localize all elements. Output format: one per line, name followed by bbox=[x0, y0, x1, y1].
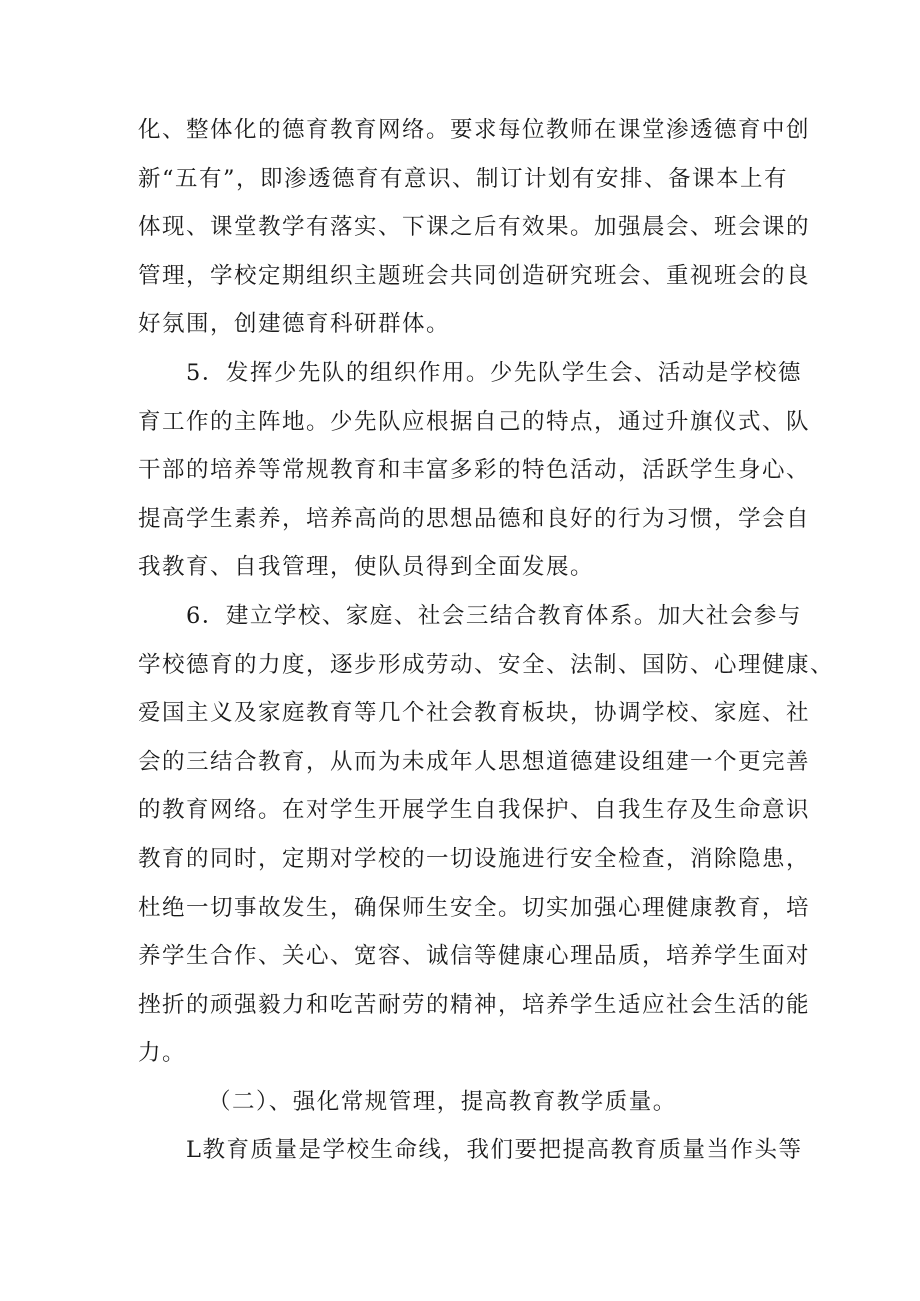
text-line: 管理，学校定期组织主题班会共同创造研究班会、重视班会的良 bbox=[138, 262, 811, 289]
section-heading-text: （二）、强化常规管理，提高教育教学质量。 bbox=[208, 1088, 677, 1115]
text-line: 体现、课堂教学有落实、下课之后有效果。加强晨会、班会课的 bbox=[138, 214, 811, 241]
text-line: 力。 bbox=[138, 1040, 187, 1067]
text-line: L教育质量是学校生命线，我们要把提高教育质量当作头等 bbox=[186, 1137, 803, 1164]
text-line: 提高学生素养，培养高尚的思想品德和良好的行为习惯，学会自 bbox=[138, 505, 811, 532]
text-line: 爱国主义及家庭教育等几个社会教育板块，协调学校、家庭、社 bbox=[138, 700, 811, 727]
paragraph-continuation bbox=[138, 106, 811, 349]
text-line: 好氛围，创建德育科研群体。 bbox=[138, 311, 451, 338]
text-line: 学校德育的力度，逐步形成劳动、安全、法制、国防、心理健康、 bbox=[138, 651, 835, 678]
text-line: 化、整体化的德育教育网络。要求每位教师在课堂渗透德育中创 bbox=[138, 117, 811, 143]
text-line: 挫折的顽强毅力和吃苦耐劳的精神，培养学生适应社会生活的能 bbox=[138, 991, 811, 1018]
document-body bbox=[138, 106, 835, 1175]
text-line: 6．建立学校、家庭、社会三结合教育体系。加大社会参与 bbox=[186, 602, 802, 629]
text-line: 干部的培养等常规教育和丰富多彩的特色活动，活跃学生身心、 bbox=[138, 457, 811, 484]
text-line: 养学生合作、关心、宽容、诚信等健康心理品质，培养学生面对 bbox=[138, 943, 811, 970]
text-line: 杜绝一切事故发生，确保师生安全。切实加强心理健康教育，培 bbox=[138, 894, 811, 921]
text-line: 5．发挥少先队的组织作用。少先队学生会、活动是学校德 bbox=[186, 359, 802, 386]
paragraph-item-5 bbox=[138, 349, 811, 592]
text-line: 会的三结合教育，从而为未成年人思想道德建设组建一个更完善 bbox=[138, 748, 811, 775]
text-line: 育工作的主阵地。少先队应根据自己的特点，通过升旗仪式、队 bbox=[138, 408, 811, 435]
text-line: 的教育网络。在对学生开展学生自我保护、自我生存及生命意识 bbox=[138, 797, 811, 824]
paragraph-item-l bbox=[138, 1126, 803, 1175]
text-line: 我教育、自我管理，使队员得到全面发展。 bbox=[138, 554, 595, 581]
paragraph-item-6 bbox=[138, 592, 835, 1078]
text-line: 新“五有”，即渗透德育有意识、制订计划有安排、备课本上有 bbox=[138, 165, 789, 192]
text-line: 教育的同时，定期对学校的一切设施进行安全检查，消除隐患， bbox=[138, 845, 811, 872]
section-heading-2 bbox=[138, 1078, 788, 1127]
